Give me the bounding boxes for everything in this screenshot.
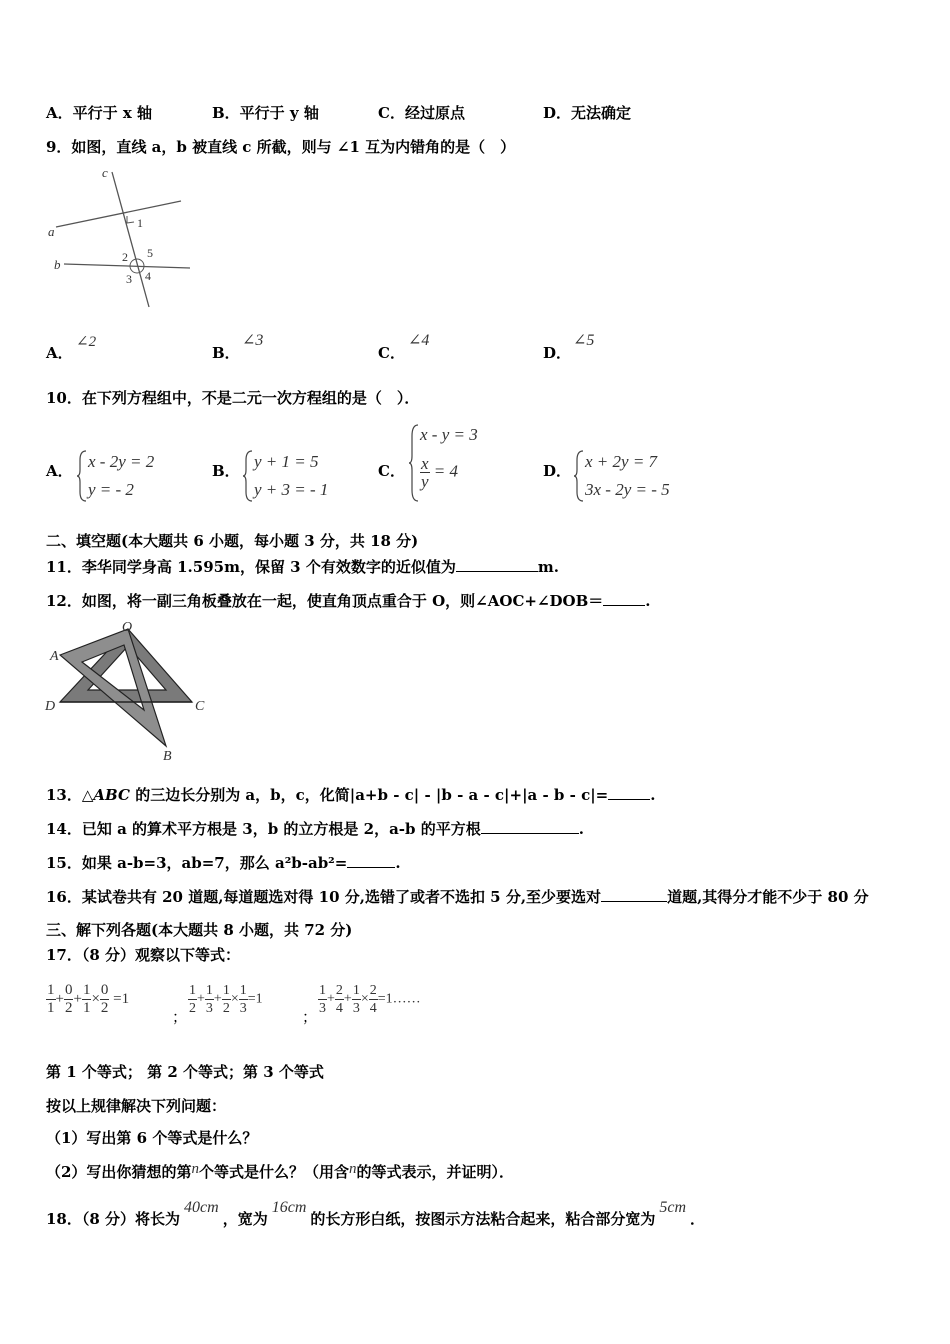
label-c: C (195, 699, 205, 714)
q11: 11．李华同学身高 1.595m，保留 3 个有效数字的近似值为 m. (46, 558, 559, 576)
q9-letter-a: A． (46, 344, 73, 362)
q10-b-line2: y + 3 = - 1 (254, 480, 329, 499)
q10-c-line1: x - y = 3 (420, 425, 478, 444)
q9-value-b: ∠3 (242, 332, 264, 349)
label-5: 5 (147, 246, 153, 260)
q9-letter-d: D． (543, 344, 572, 362)
q17-sep2: ； (302, 1008, 318, 1026)
q10-c-line2 (420, 455, 458, 490)
q17-sub1: （1）写出第 6 个等式是什么？ (46, 1129, 258, 1147)
q17-eq2: $\frac{1}{2}$ + $\frac{1}{3}$ + $\frac{1}{2}$ × $\frac{1}{3}$ =1 (189, 983, 263, 1016)
label-1: 1 (137, 216, 143, 230)
q17-stem: 17．（8 分）观察以下等式： (46, 946, 241, 964)
brace-c (408, 422, 420, 504)
q9-stem: 9．如图，直线 a，b 被直线 c 所截，则与 ∠1 互为内错角的是（ ） (46, 138, 516, 156)
q10-a-line1: x - 2y = 2 (88, 452, 155, 471)
q17-instruction: 按以上规律解决下列问题： (46, 1097, 227, 1115)
q8-option-b: B．平行于 y 轴 (212, 104, 319, 122)
q17-eq1: $\frac{1}{1}$ + $\frac{0}{2}$ + $\frac{1}{1}$ × $\frac{0}{2}$ =1 (47, 982, 130, 1016)
brace-b (242, 448, 254, 504)
q17-eq3: $\frac{1}{3}$ + $\frac{2}{4}$ + $\frac{1}{3}$ × $\frac{2}{4}$ =1…… (319, 983, 421, 1016)
q10-d-line1: x + 2y = 7 (585, 452, 658, 471)
q9-letter-b: B． (212, 344, 240, 362)
q18: 18．（8 分）将长为40cm，宽为16cm的长方形白纸，按图示方法粘合起来，粘合部分宽为5cm． (46, 1199, 706, 1228)
label-a: a (48, 224, 55, 239)
q17-sep1: ； (172, 1008, 188, 1026)
q9-value-d: ∠5 (573, 332, 595, 349)
label-2: 2 (122, 250, 128, 264)
q9-letter-c: C． (378, 344, 405, 362)
section2-heading: 二、填空题(本大题共 6 小题，每小题 3 分，共 18 分) (46, 532, 419, 550)
label-a: A (50, 649, 59, 664)
q10-c-num: x (421, 454, 429, 473)
q9-value-a: ∠2 (76, 334, 97, 350)
q10-d-line2: 3x - 2y = - 5 (585, 480, 670, 499)
q10-stem: 10．在下列方程组中，不是二元一次方程组的是（ ）． (46, 389, 420, 407)
q10-b-line1: y + 1 = 5 (254, 452, 319, 471)
label-c: c (102, 165, 108, 180)
q17-sub2: （2）写出你猜想的第n个等式是什么？（用含n的等式表示，并证明）． (46, 1161, 514, 1181)
label-d: D (45, 699, 56, 714)
q15: 15．如果 a-b=3，ab=7，那么 a²b-ab²= . (46, 854, 401, 872)
q10-letter-b: B． (212, 462, 240, 480)
q10-letter-a: A． (46, 462, 73, 480)
q8-option-a: A．平行于 x 轴 (46, 104, 153, 122)
label-b: B (163, 749, 172, 764)
q12-figure (44, 618, 214, 766)
brace-d (573, 448, 585, 504)
label-3: 3 (126, 272, 132, 286)
brace-a (76, 448, 88, 504)
q10-c-rhs: = 4 (433, 461, 459, 481)
q12: 12．如图，将一副三角板叠放在一起，使直角顶点重合于 O，则∠AOC+∠DOB＝ . (46, 592, 651, 610)
q16: 16．某试卷共有 20 道题,每道题选对得 10 分,选错了或者不选扣 5 分,至少要选对 道题,其得分才能不少于 80 分 (46, 888, 869, 906)
q10-a-line2: y = - 2 (88, 480, 134, 499)
label-o: O (122, 620, 133, 635)
q10-letter-d: D． (543, 462, 572, 480)
q9-figure (44, 165, 204, 315)
label-4: 4 (145, 269, 151, 283)
label-b: b (54, 257, 61, 272)
q10-c-den: y (421, 472, 429, 491)
q10-letter-c: C． (378, 462, 405, 480)
q8-option-c: C．经过原点 (378, 104, 465, 122)
q17-labels: 第 1 个等式； 第 2 个等式；第 3 个等式 (46, 1063, 324, 1081)
q13: 13．△ABC 的三边长分别为 a，b，c，化简|a+b - c| - |b - a - c|+|a - b - c|= . (46, 786, 656, 804)
q8-option-d: D．无法确定 (543, 104, 632, 122)
section3-heading: 三、解下列各题(本大题共 8 小题，共 72 分) (46, 921, 353, 939)
q9-value-c: ∠4 (408, 332, 430, 349)
q14: 14．已知 a 的算术平方根是 3，b 的立方根是 2，a-b 的平方根 . (46, 820, 584, 838)
